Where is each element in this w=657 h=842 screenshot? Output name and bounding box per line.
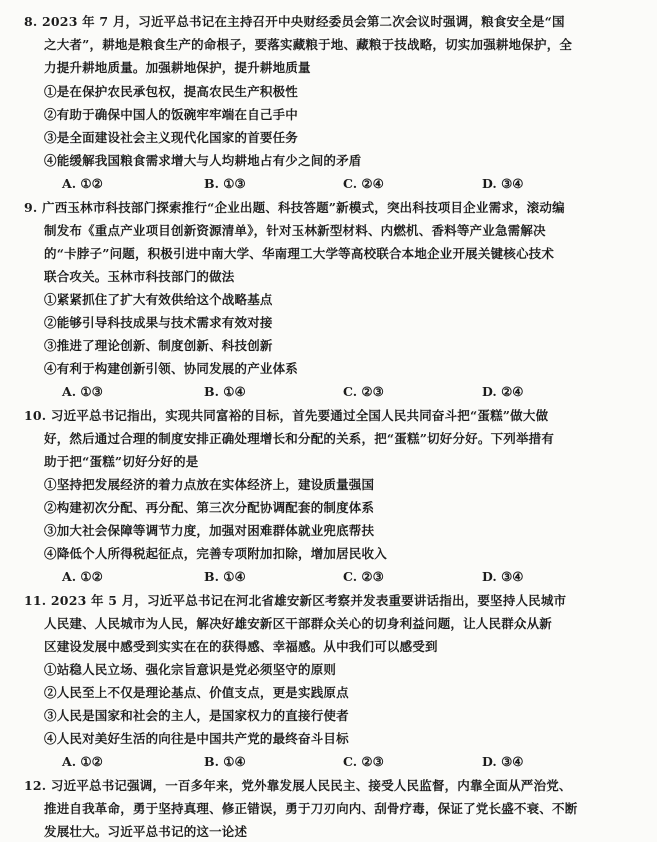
option-item: ④能缓解我国粮食需求增大与人均耕地占有少之间的矛盾: [44, 153, 362, 168]
option-item: ①站稳人民立场、强化宗旨意识是党必须坚守的原则: [44, 662, 337, 677]
question-stem: 的“卡脖子”问题，积极引进中南大学、华南理工大学等高校联合本地企业开展关键核心技术: [44, 246, 555, 261]
option-item: ②有助于确保中国人的饭碗牢牢端在自己手中: [44, 107, 299, 122]
choice-a: A. ①②: [62, 569, 103, 584]
choice-d: D. ③④: [482, 754, 524, 769]
question-stem: 区建设发展中感受到实实在在的获得感、幸福感。从中我们可以感受到: [44, 639, 438, 654]
choice-c: C. ②③: [343, 569, 384, 584]
question-stem: 力提升耕地质量。加强耕地保护，提升耕地质量: [44, 60, 311, 75]
option-item: ①是在保护农民承包权，提高农民生产积极性: [44, 84, 299, 99]
option-item: ③人民是国家和社会的主人，是国家权力的直接行使者: [44, 708, 349, 723]
option-item: ④降低个人所得税起征点，完善专项附加扣除，增加居民收入: [44, 546, 387, 561]
question-stem: 联合攻关。玉林市科技部门的做法: [44, 269, 235, 284]
choice-d: D. ②④: [482, 384, 524, 399]
option-item: ③加大社会保障等调节力度，加强对困难群体就业兜底帮扶: [44, 523, 375, 538]
question-stem: 推进自我革命，勇于坚持真理、修正错误，勇于刀刃向内、刮骨疗毒，保证了党长盛不衰、不断: [44, 801, 578, 816]
option-item: ②人民至上不仅是理论基点、价值支点，更是实践原点: [44, 685, 349, 700]
question-stem: 8. 2023 年 7 月，习近平总书记在主持召开中央财经委员会第二次会议时强调，粮食安全是“国: [24, 14, 565, 29]
choice-d: D. ③④: [482, 176, 524, 191]
choice-c: C. ②③: [343, 754, 384, 769]
option-item: ①坚持把发展经济的着力点放在实体经济上，建设质量强国: [44, 477, 375, 492]
choice-b: B. ①④: [204, 384, 246, 399]
choice-c: C. ②④: [343, 176, 384, 191]
option-item: ③推进了理论创新、制度创新、科技创新: [44, 338, 273, 353]
choice-c: C. ②③: [343, 384, 384, 399]
question-stem: 之大者”，耕地是粮食生产的命根子，要落实藏粮于地、藏粮于技战略，切实加强耕地保护，全: [44, 37, 573, 52]
choice-b: B. ①④: [204, 569, 246, 584]
question-stem: 10. 习近平总书记指出，实现共同富裕的目标，首先要通过全国人民共同奋斗把“蛋糕”做大做: [24, 408, 549, 423]
question-stem: 好，然后通过合理的制度安排正确处理增长和分配的关系，把“蛋糕”切好分好。下列举措有: [44, 431, 555, 446]
question-stem: 11. 2023 年 5 月，习近平总书记在河北省雄安新区考察并发表重要讲话指出，要坚持人民城市: [24, 593, 567, 608]
question-stem: 制发布《重点产业项目创新资源清单》，针对玉林新型材料、内燃机、香料等产业急需解决: [44, 223, 546, 238]
question-stem: 12. 习近平总书记强调，一百多年来，党外靠发展人民民主、接受人民监督，内靠全面从严治党、: [24, 778, 572, 793]
option-item: ③是全面建设社会主义现代化国家的首要任务: [44, 130, 299, 145]
option-item: ④有利于构建创新引领、协同发展的产业体系: [44, 361, 299, 376]
option-item: ④人民对美好生活的向往是中国共产党的最终奋斗目标: [44, 731, 349, 746]
choice-d: D. ③④: [482, 569, 524, 584]
question-stem: 助于把“蛋糕”切好分好的是: [44, 454, 199, 469]
option-item: ②能够引导科技成果与技术需求有效对接: [44, 315, 273, 330]
option-item: ②构建初次分配、再分配、第三次分配协调配套的制度体系: [44, 500, 375, 515]
choice-a: A. ①②: [62, 176, 103, 191]
choice-a: A. ①③: [62, 384, 103, 399]
question-stem: 人民建、人民城市为人民，解决好雄安新区干部群众关心的切身利益问题，让人民群众从新: [44, 616, 553, 631]
choice-a: A. ①②: [62, 754, 103, 769]
question-stem: 9. 广西玉林市科技部门探索推行“企业出题、科技答题”新模式，突出科技项目企业需求，滚动编: [24, 200, 565, 215]
choice-b: B. ①③: [204, 176, 246, 191]
option-item: ①紧紧抓住了扩大有效供给这个战略基点: [44, 292, 273, 307]
choice-b: B. ①④: [204, 754, 246, 769]
question-stem: 发展壮大。习近平总书记的这一论述: [44, 824, 248, 839]
